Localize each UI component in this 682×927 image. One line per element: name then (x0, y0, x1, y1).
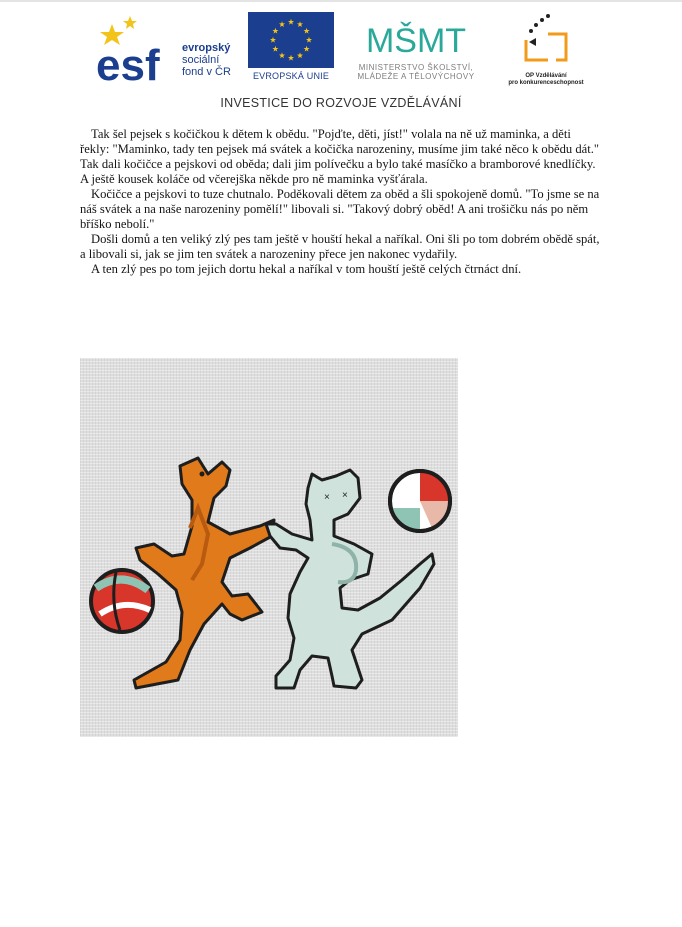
banner-title: INVESTICE DO ROZVOJE VZDĚLÁVÁNÍ (220, 96, 462, 110)
story-paragraph: A ten zlý pes po tom jejich dortu hekal a naříkal v tom houští ještě celých čtrnáct dní. (91, 262, 522, 276)
op-logo (496, 12, 596, 88)
story-paragraph: Tak šel pejsek s kočičkou k dětem k obědu. "Pojďte, děti, jíst!" volala na ně už maminka, a děti řekly: "Maminko, tady ten pejsek má svátek a kočička narozeniny, musíme jim také něco k obědu dát." Tak dali kočičce a pejskovi od oběda; dali jim polívečku a bylo také masíčko a bramborové knedlíčky. A ještě kousek koláče od včerejška někde pro ně maminka vyšťárala. (80, 127, 600, 186)
eu-logo (248, 12, 334, 84)
esf-line3: fond v ČR (182, 66, 231, 78)
story-paragraph: Došli domů a ten veliký zlý pes tam ještě v houští hekal a naříkal. Oni šli po tom dobrém obědě spát, a libovali si, jak se jim ten svátek a narozeniny přece jen nakonec vydařily. (80, 232, 600, 261)
msmt-mark-icon (342, 12, 490, 62)
esf-line1: evropský (182, 42, 231, 54)
logo-row (96, 12, 596, 88)
right-ball-icon (390, 471, 450, 531)
esf-caption (182, 42, 231, 78)
top-border (0, 0, 682, 2)
svg-text:×: × (324, 492, 330, 503)
cross-stitch-picture (80, 358, 458, 737)
dog-icon (134, 458, 274, 688)
story-text (80, 127, 600, 277)
story-paragraph: Kočičce a pejskovi to tuze chutnalo. Poděkovali dětem za oběd a šli spokojeně domů. "To jsme se na náš svátek a na naše narozeniny pomělí!" libovali si. "Takový dobrý oběd! A ani trošičku nás po něm bříško nebolí." (80, 187, 600, 231)
op-line1: OP Vzdělávání (525, 73, 567, 79)
msmt-mark-text: MŠMT (365, 22, 467, 60)
esf-line2: sociální (182, 54, 220, 66)
left-ball-icon (91, 570, 153, 632)
esf-mark-icon (96, 12, 182, 84)
esf-mark-text: esf (96, 41, 160, 84)
op-line2: pro konkurenceschopnost (508, 80, 584, 86)
msmt-line2: MLÁDEŽE A TĚLOVÝCHOVY (357, 72, 475, 81)
eu-caption: EVROPSKÁ UNIE (252, 71, 330, 81)
msmt-logo (342, 12, 490, 84)
op-mark-icon (496, 12, 596, 72)
svg-text:×: × (342, 490, 348, 501)
msmt-line1: MINISTERSTVO ŠKOLSTVÍ, (358, 63, 474, 72)
dog-and-cat-illustration (80, 358, 458, 737)
eu-flag-icon (248, 12, 334, 68)
msmt-caption (342, 63, 490, 81)
op-caption (496, 73, 596, 87)
esf-logo (96, 12, 241, 84)
